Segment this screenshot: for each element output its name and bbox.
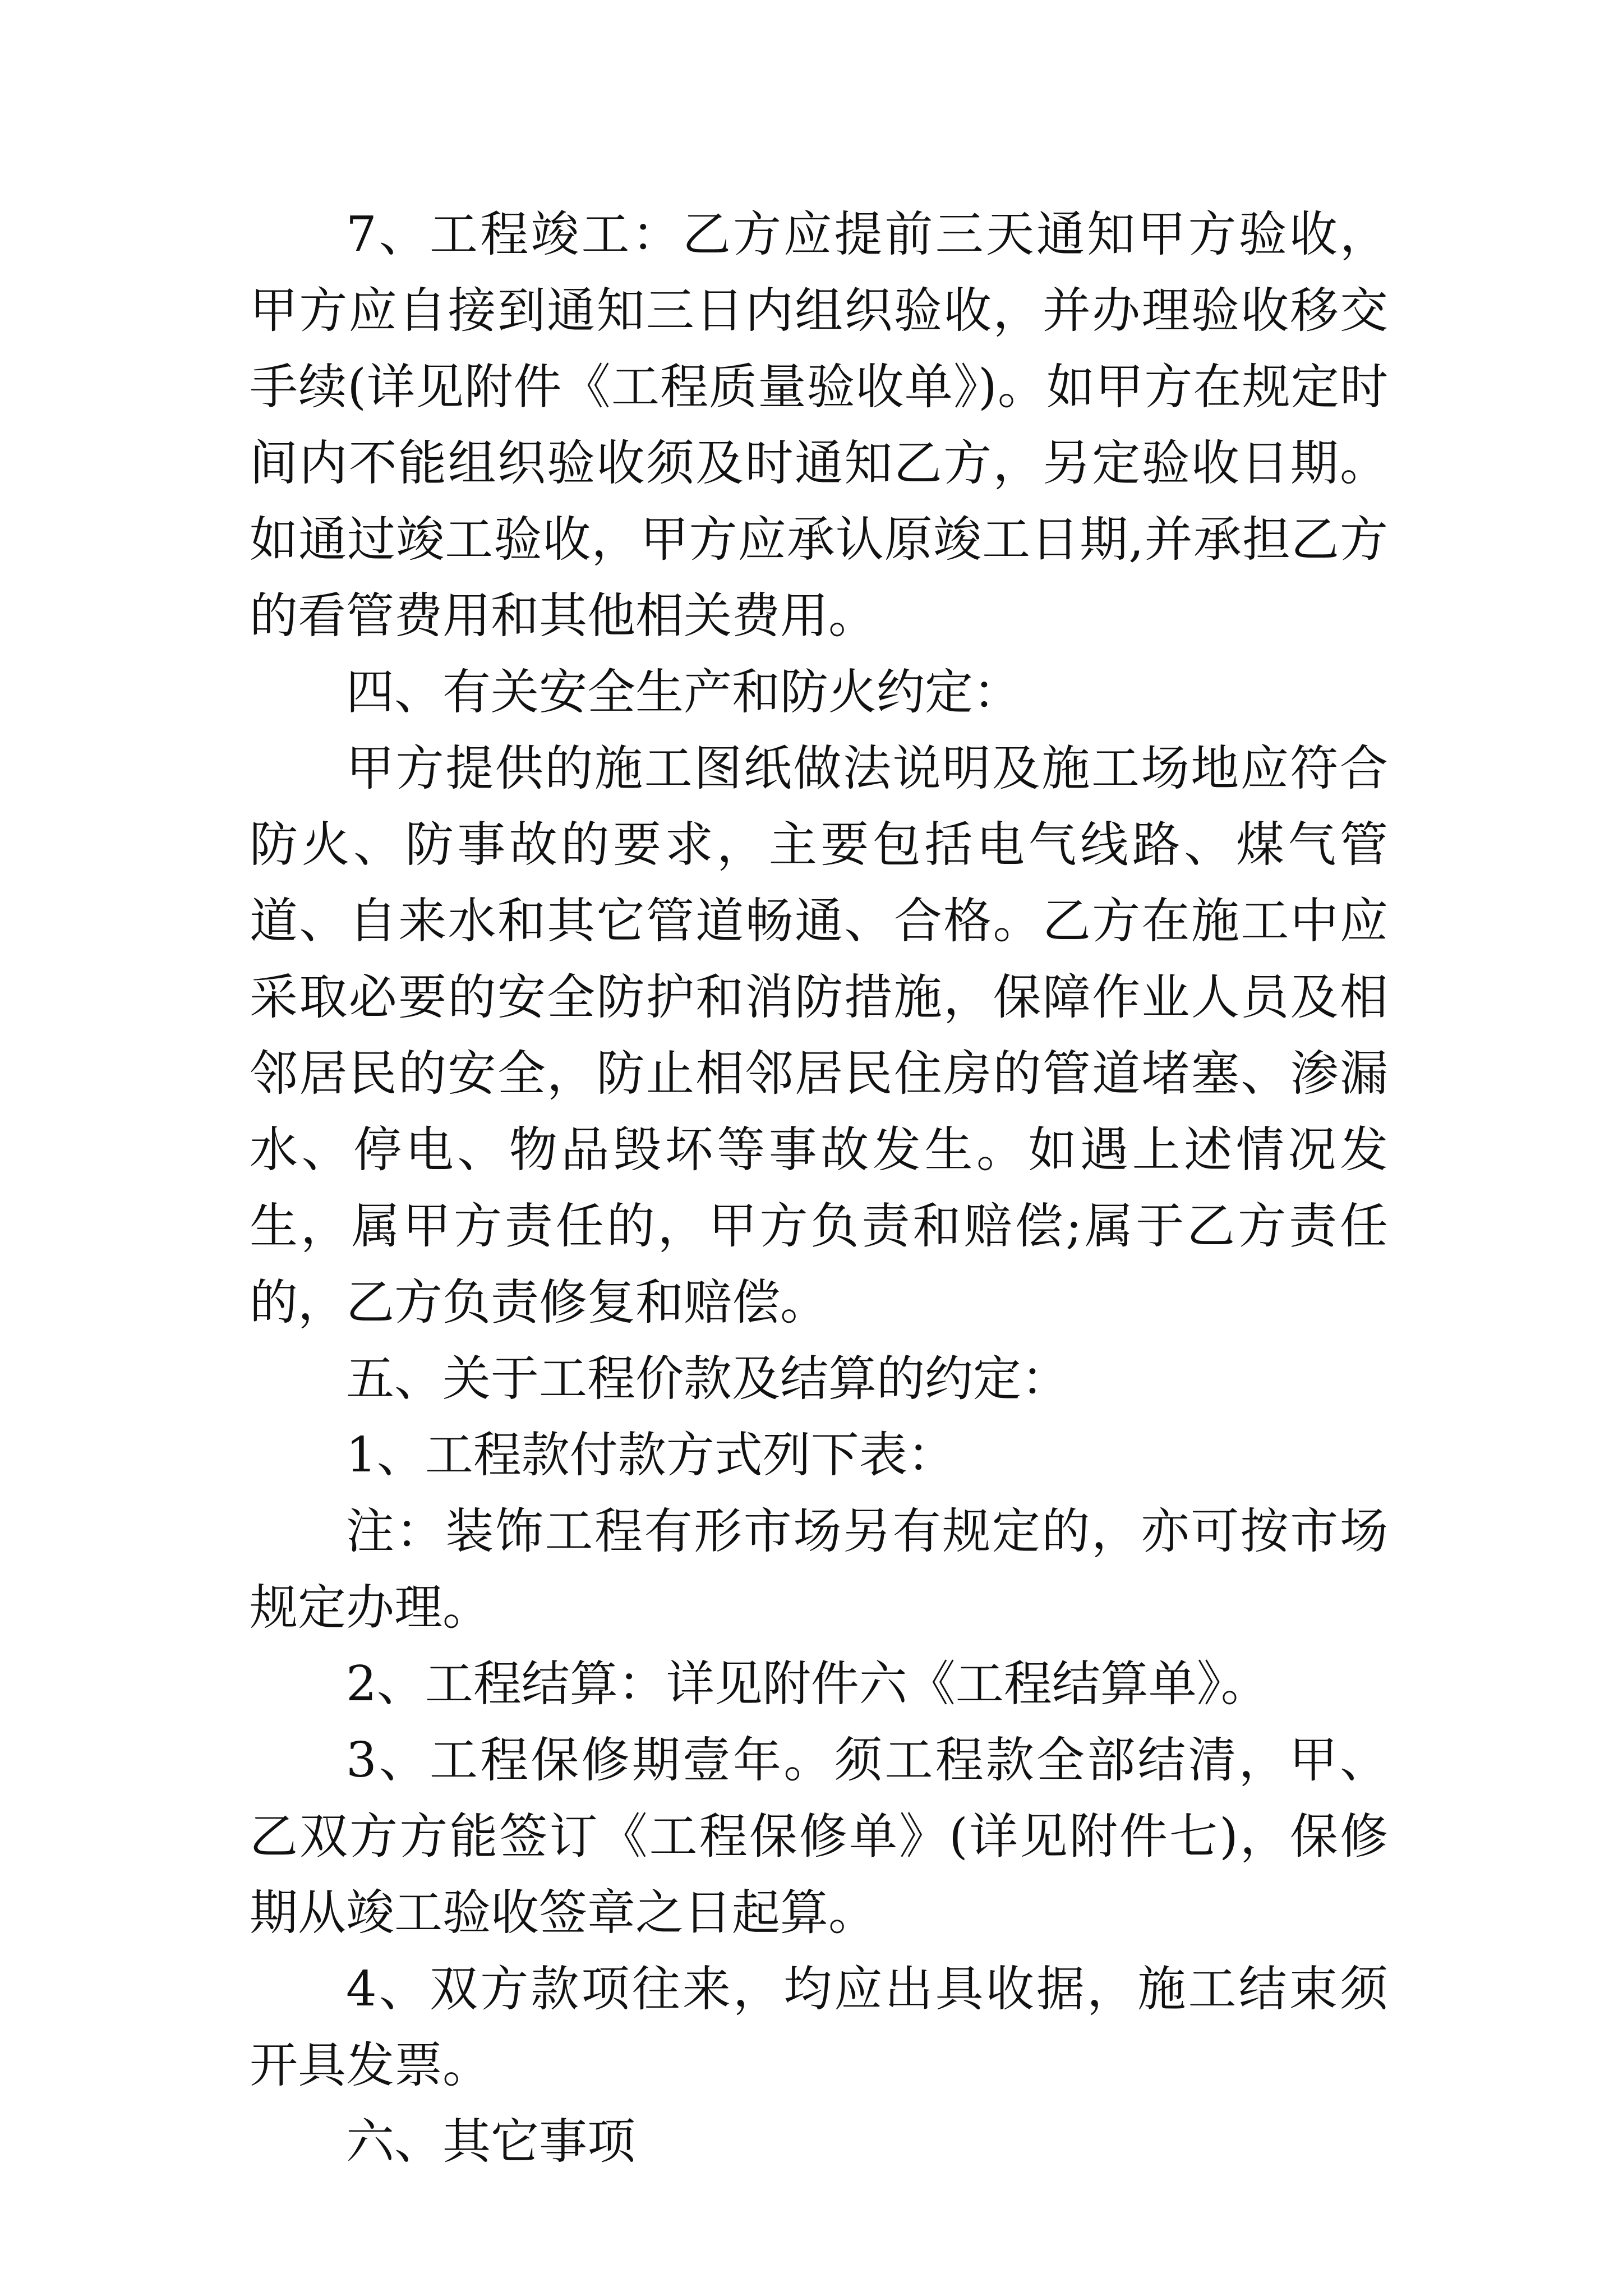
section-heading-other-matters: 六、其它事项	[346, 2114, 635, 2170]
paragraph-payment-method: 1、工程款付款方式列下表：	[346, 1427, 956, 1483]
section-heading-price-settlement: 五、关于工程价款及结算的约定：	[346, 1351, 1069, 1407]
paragraph-safety-fire: 甲方提供的施工图纸做法说明及施工场地应符合防火、防事故的要求，主要包括电气线路、煤气管道、自来水和其它管道畅通、合格。乙方在施工中应采取必要的安全防护和消防措施，保障作业人员及相邻居民的安全，防止相邻居民住房的管道堵塞、渗漏水、停电、物品毁坏等事故发生。如遇上述情况发生，属甲方责任的，甲方负责和赔偿;属于乙方责任的，乙方负责修复和赔偿。	[250, 740, 1388, 1331]
section-heading-safety-fire: 四、有关安全生产和防火约定：	[346, 664, 1021, 720]
paragraph-project-settlement: 2、工程结算：详见附件六《工程结算单》。	[346, 1656, 1269, 1712]
document-body	[250, 196, 1388, 2180]
paragraph-receipts-invoices: 4、双方款项往来，均应出具收据，施工结束须开具发票。	[250, 1961, 1388, 2093]
paragraph-completion-acceptance: 7、工程竣工：乙方应提前三天通知甲方验收，甲方应自接到通知三日内组织验收，并办理验收移交手续(详见附件《工程质量验收单》)。如甲方在规定时间内不能组织验收须及时通知乙方，另定验收日期。如通过竣工验收，甲方应承认原竣工日期,并承担乙方的看管费用和其他相关费用。	[250, 206, 1388, 644]
paragraph-note-market-rules: 注：装饰工程有形市场另有规定的，亦可按市场规定办理。	[250, 1503, 1388, 1636]
paragraph-warranty-period: 3、工程保修期壹年。须工程款全部结清，甲、乙双方方能签订《工程保修单》(详见附件七)，保修期从竣工验收签章之日起算。	[250, 1732, 1388, 1941]
